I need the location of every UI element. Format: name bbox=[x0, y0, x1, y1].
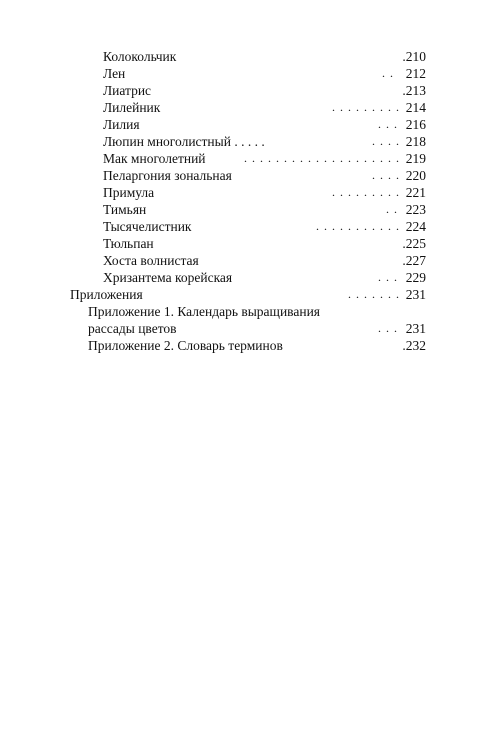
toc-entry-title: Колокольчик bbox=[103, 49, 177, 64]
toc-entry-leader: . . . . . . . . . . . . . . . . . . . . bbox=[244, 151, 400, 165]
toc-entry-tyulpan bbox=[103, 235, 426, 252]
toc-entry-title: Хризантема корейская bbox=[103, 270, 233, 285]
toc-entry-leader: . . bbox=[386, 202, 398, 216]
toc-entry-khrizantema bbox=[103, 269, 426, 286]
toc-entry-page: 216 bbox=[405, 117, 426, 132]
toc-entry-title: Приложение 1. Календарь выращивания bbox=[88, 304, 321, 319]
toc-entry-page: 231 bbox=[405, 287, 426, 302]
toc-entry-page: 218 bbox=[405, 134, 426, 149]
toc-entry-page: .210 bbox=[402, 49, 426, 64]
toc-entry-page: 220 bbox=[405, 168, 426, 183]
toc-entry-page: 219 bbox=[405, 151, 426, 166]
toc-entry-title: Люпин многолистный . . . . . bbox=[103, 134, 265, 149]
toc-entry-pelargoniya bbox=[103, 167, 426, 184]
toc-entry-title: Приложения bbox=[70, 287, 143, 302]
toc-entry-leader: . . . bbox=[378, 321, 398, 335]
toc-entry-lileynik bbox=[103, 99, 426, 116]
toc-entry-title: Тысячелистник bbox=[103, 219, 192, 234]
toc-entry-leader: . . bbox=[382, 66, 394, 80]
toc-entry-title: Тимьян bbox=[103, 202, 147, 217]
toc-entry-leader: . . . . bbox=[372, 168, 400, 182]
toc-entry-mak bbox=[103, 150, 426, 167]
toc-entry-prilozhenie-2 bbox=[88, 337, 426, 354]
toc-entry-liatris bbox=[103, 82, 426, 99]
toc-entry-leader: . . . bbox=[378, 270, 398, 284]
toc-entry-prilozhenie-1-cont bbox=[88, 320, 426, 337]
toc-entry-leader: . . . . . . . bbox=[348, 287, 400, 301]
toc-entry-title: рассады цветов bbox=[88, 321, 177, 336]
toc-entry-leader: . . . . . . . . . . . bbox=[316, 219, 400, 233]
toc-entry-leader: . . . . bbox=[372, 134, 400, 148]
toc-entry-page: 214 bbox=[405, 100, 426, 115]
toc-entry-lyupin bbox=[103, 133, 426, 150]
toc-entry-page: 212 bbox=[405, 66, 426, 81]
toc-entry-prilozhenie-1 bbox=[88, 303, 426, 320]
toc-entry-leader: . . . . . . . . . bbox=[332, 185, 400, 199]
toc-entry-liliya bbox=[103, 116, 426, 133]
toc-entry-title: Пеларгония зональная bbox=[103, 168, 232, 183]
toc-entry-page: 223 bbox=[405, 202, 426, 217]
toc-entry-prilozheniya bbox=[70, 286, 426, 303]
toc-entry-primula bbox=[103, 184, 426, 201]
toc-entry-title: Приложение 2. Словарь терминов bbox=[88, 338, 283, 353]
toc-entry-khosta bbox=[103, 252, 426, 269]
toc-entry-title: Лиатрис bbox=[103, 83, 152, 98]
toc-entry-kolokolchik bbox=[103, 48, 426, 65]
toc-entry-title: Примула bbox=[103, 185, 155, 200]
toc-entry-page: .225 bbox=[402, 236, 426, 251]
toc-entry-page: .227 bbox=[402, 253, 426, 268]
toc-entry-title: Мак многолетний bbox=[103, 151, 206, 166]
toc-entry-leader: . . . . . . . . . bbox=[332, 100, 400, 114]
toc-entry-leader: . . . bbox=[378, 117, 398, 131]
toc-entry-page: 231 bbox=[405, 321, 426, 336]
toc-entry-page: 221 bbox=[405, 185, 426, 200]
toc-entry-page: .213 bbox=[402, 83, 426, 98]
toc-entry-len bbox=[103, 65, 426, 82]
toc-entry-tysyachelistnik bbox=[103, 218, 426, 235]
toc-entry-page: 224 bbox=[405, 219, 426, 234]
toc-entry-title: Лен bbox=[103, 66, 126, 81]
toc-entry-title: Хоста волнистая bbox=[103, 253, 199, 268]
toc-entry-page: 229 bbox=[405, 270, 426, 285]
toc-entry-title: Тюльпан bbox=[103, 236, 154, 251]
toc-entry-title: Лилия bbox=[103, 117, 140, 132]
toc-entry-timyan bbox=[103, 201, 426, 218]
toc-entry-title: Лилейник bbox=[103, 100, 161, 115]
toc-entry-page: .232 bbox=[402, 338, 426, 353]
